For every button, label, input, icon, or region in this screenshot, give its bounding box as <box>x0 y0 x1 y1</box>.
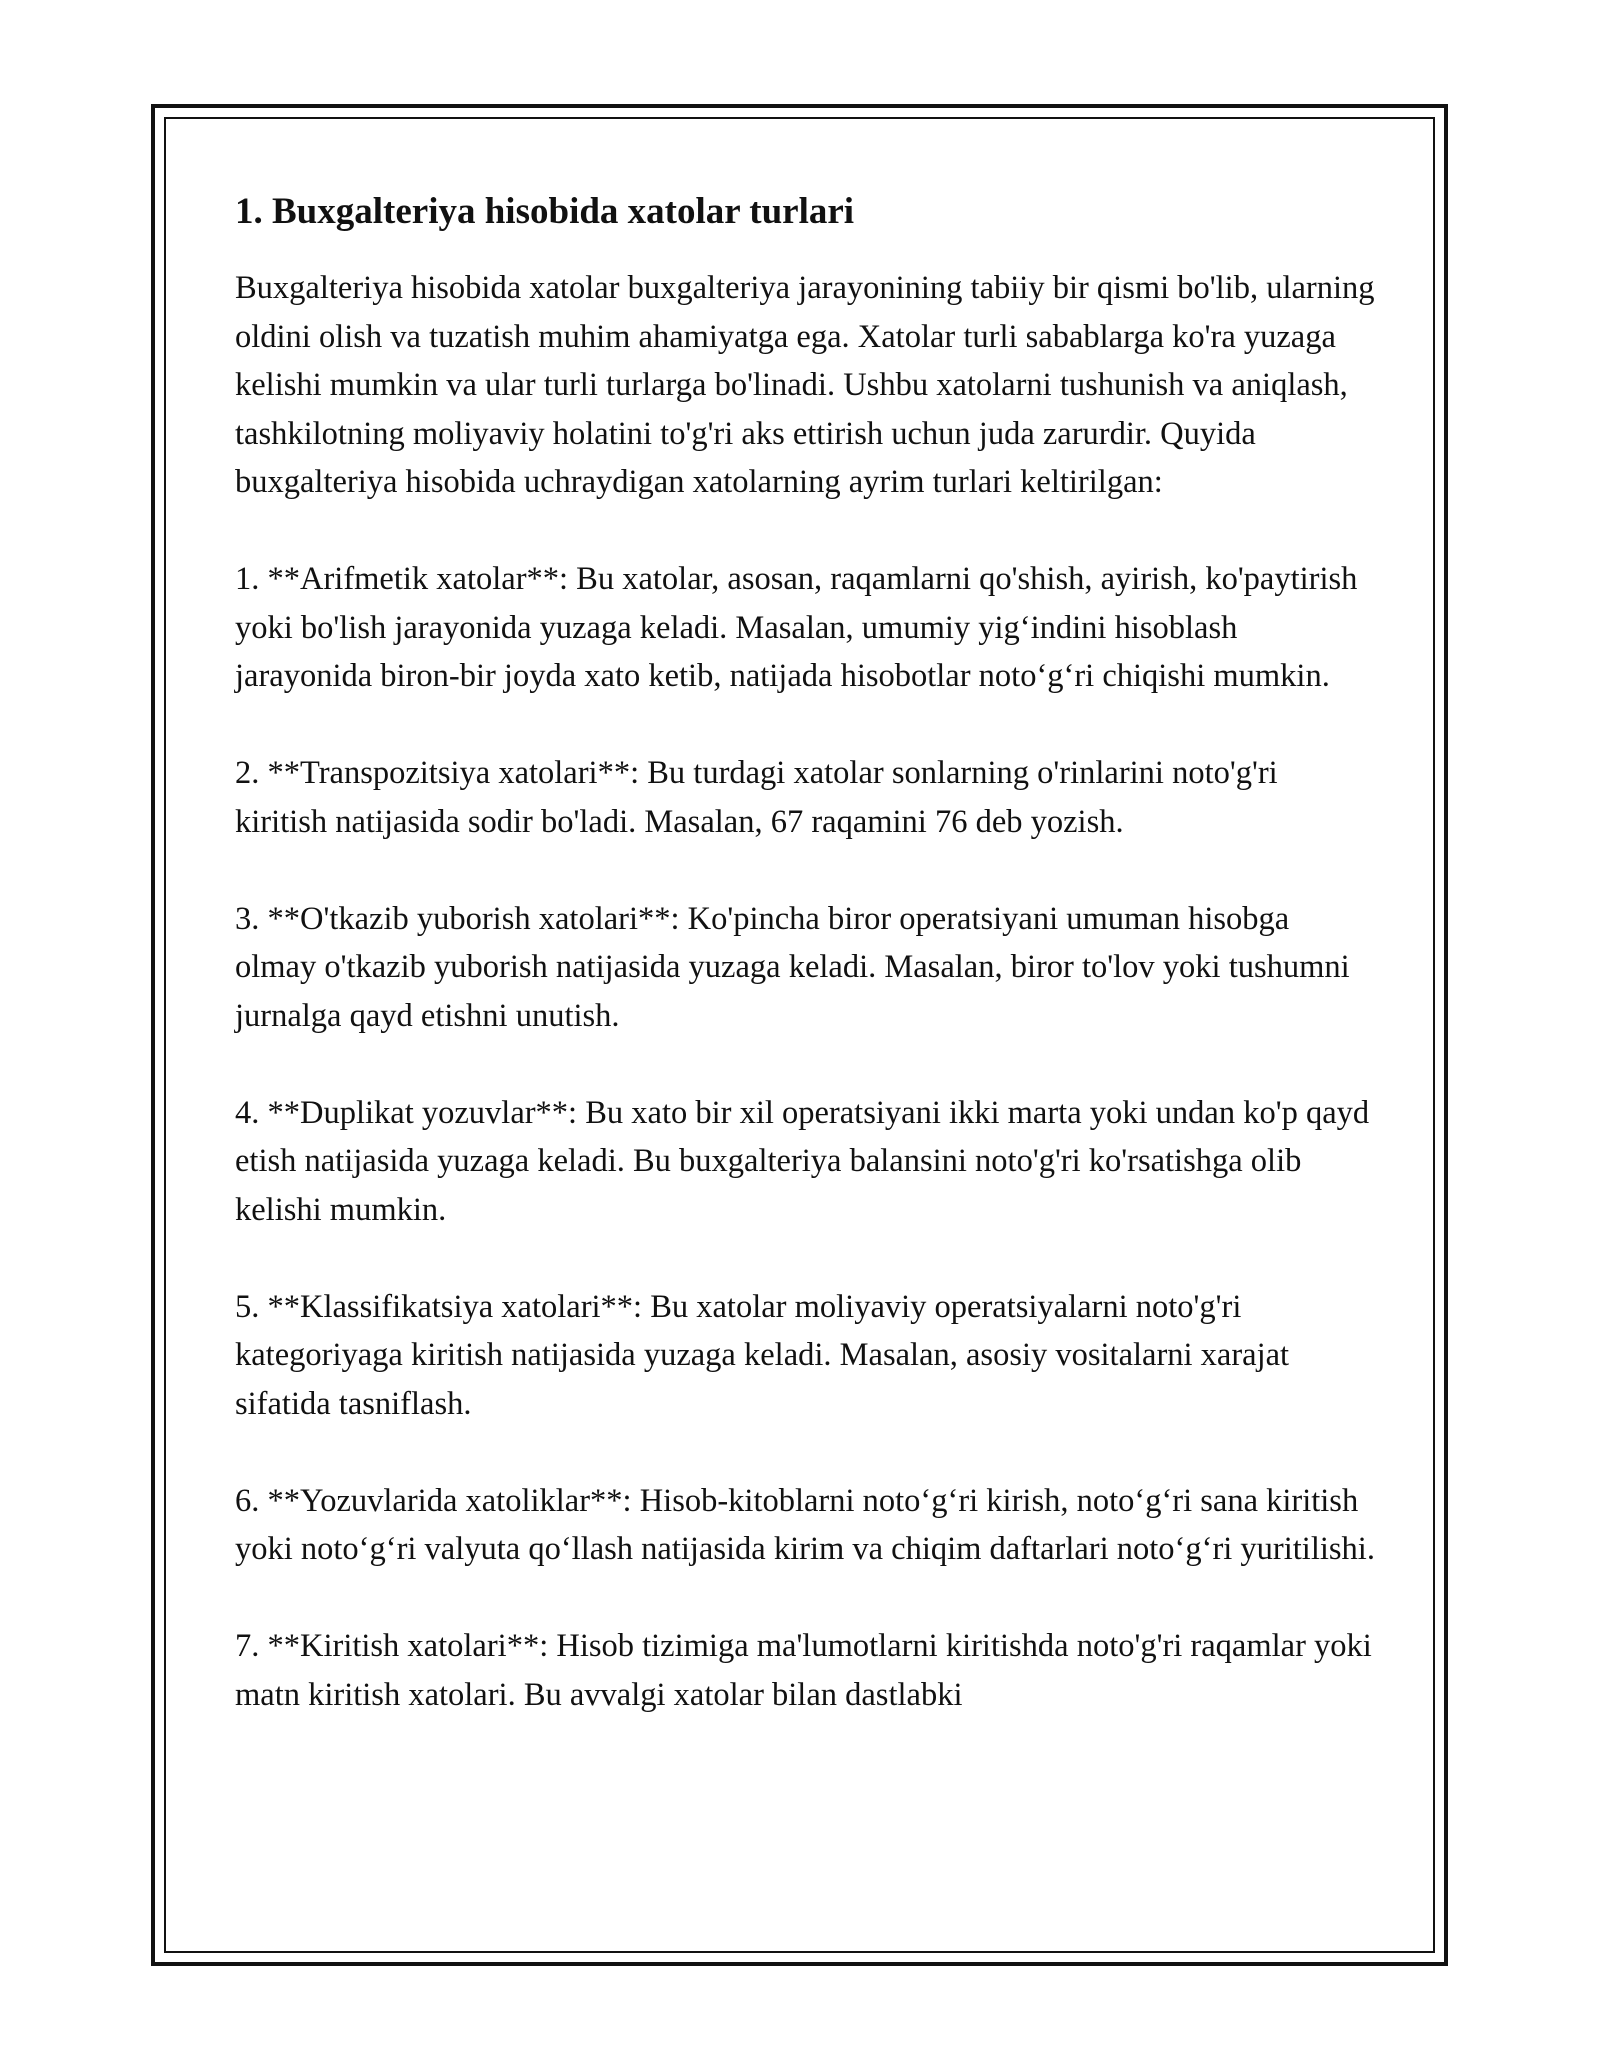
list-item-transposition-errors: 2. **Transpozitsiya xatolari**: Bu turdagi xatolar sonlarning o'rinlarini noto'g'ri kiritish natijasida sodir bo'ladi. Masalan, 67 raqamini 76 deb yozish. <box>235 755 1278 840</box>
document-body <box>235 188 1375 1719</box>
list-item-input-errors: 7. **Kiritish xatolari**: Hisob tizimiga ma'lumotlarni kiritishda noto'g'ri raqamlar yoki matn kiritish xatolari. Bu avvalgi xatolar bilan dastlabki <box>235 1628 1372 1713</box>
list-item-duplicate-entries: 4. **Duplikat yozuvlar**: Bu xato bir xil operatsiyani ikki marta yoki undan ko'p qayd etish natijasida yuzaga keladi. Bu buxgalteriya balansini noto'g'ri ko'rsatishga olib kelishi mumkin. <box>235 1094 1370 1228</box>
list-item-arithmetic-errors: 1. **Arifmetik xatolar**: Bu xatolar, asosan, raqamlarni qo'shish, ayirish, ko'paytirish yoki bo'lish jarayonida yuzaga keladi. Masalan, umumiy yig‘indini hisoblash jarayonida biron-bir joyda xato ketib, natijada hisobotlar noto‘g‘ri chiqishi mumkin. <box>235 561 1358 694</box>
list-item-record-errors: 6. **Yozuvlarida xatoliklar**: Hisob-kitoblarni noto‘g‘ri kirish, noto‘g‘ri sana kiritish yoki noto‘g‘ri valyuta qo‘llash natijasida kirim va chiqim daftarlari noto‘g‘ri yuritilishi. <box>235 1482 1375 1567</box>
intro-paragraph: Buxgalteriya hisobida xatolar buxgalteriya jarayonining tabiiy bir qismi bo'lib, ularning oldini olish va tuzatish muhim ahamiyatga ega. Xatolar turli sabablarga ko'ra yuzaga kelishi mumkin va ular turli turlarga bo'linadi. Ushbu xatolarni tushunish va aniqlash, tashkilotning moliyaviy holatini to'g'ri aks ettirish uchun juda zarurdir. Quyida buxgalteriya hisobida uchraydigan xatolarning ayrim turlari keltirilgan: <box>235 270 1375 500</box>
list-item-classification-errors: 5. **Klassifikatsiya xatolari**: Bu xatolar moliyaviy operatsiyalarni noto'g'ri kategoriyaga kiritish natijasida yuzaga keladi. Masalan, asosiy vositalarni xarajat sifatida tasniflash. <box>235 1288 1290 1422</box>
list-item-omission-errors: 3. **O'tkazib yuborish xatolari**: Ko'pincha biror operatsiyani umuman hisobga olmay o'tkazib yuborish natijasida yuzaga keladi. Masalan, biror to'lov yoki tushumni jurnalga qayd etishni unutish. <box>235 900 1350 1034</box>
section-heading: 1. Buxgalteriya hisobida xatolar turlari <box>235 191 855 232</box>
